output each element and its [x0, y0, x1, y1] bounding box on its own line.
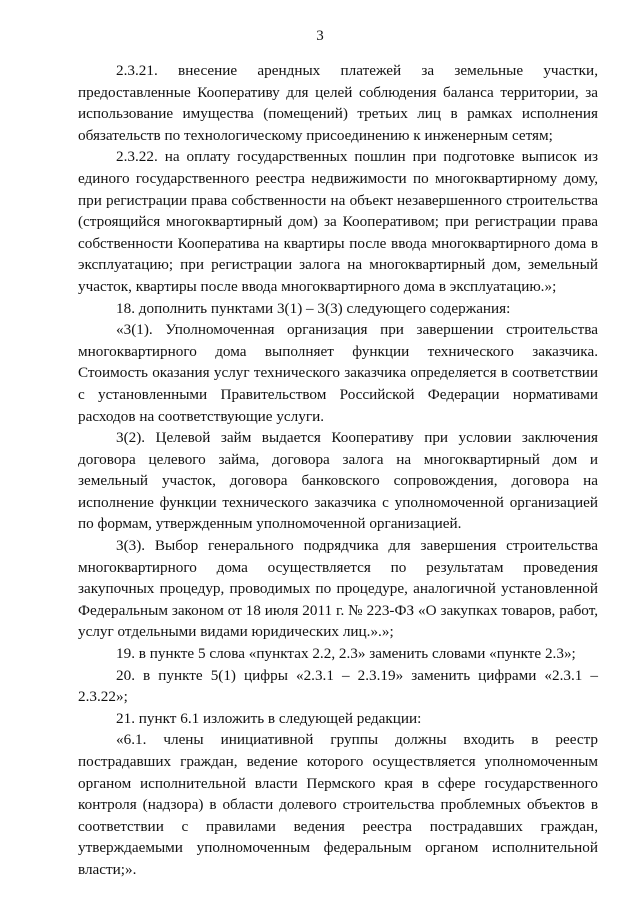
paragraph-3-2: 3(2). Целевой займ выдается Кооперативу при условии заключения договора целевого займа, договора залога на многоквартирный дом и земельный участок, договора банковского сопровождения, договора на исполнение функции технического заказчика с уполномоченной организацией по формам, утвержденным уполномоченной организацией.: [78, 429, 598, 533]
paragraph-2-3-21: 2.3.21. внесение арендных платежей за земельные участки, предоставленные Кооперативу для целей соблюдения баланса территории, за использование имущества (помещений) третьих лиц в рамках исполнения обязательств по технологическому присоединению к инженерным сетям;: [78, 62, 598, 144]
paragraph-item-19: 19. в пункте 5 слова «пунктах 2.2, 2.3» заменить словами «пункте 2.3»;: [116, 645, 576, 663]
page-number: 3: [316, 28, 324, 44]
document-body: [78, 60, 598, 881]
paragraph-6-1: «6.1. члены инициативной группы должны входить в реестр пострадавших граждан, ведение которого осуществляется уполномоченным органом исполнительной власти Пермского края в сфере государственного контроля (надзора) в области долевого строительства проблемных объектов в соответствии с правилами ведения реестра пострадавших граждан, утверждаемыми уполномоченным федеральным органом исполнительной власти;».: [78, 731, 598, 878]
paragraph-item-18: 18. дополнить пунктами 3(1) – 3(3) следующего содержания:: [116, 299, 511, 317]
paragraph-3-3: 3(3). Выбор генерального подрядчика для завершения строительства многоквартирного дома осуществляется по результатам проведения закупочных процедур, проводимых по процедуре, аналогичной установленной Федеральным законом от 18 июля 2011 г. № 223-ФЗ «О закупках товаров, работ, услуг отдельными видами юридических лиц.».»;: [78, 537, 598, 641]
paragraph-2-3-22: 2.3.22. на оплату государственных пошлин при подготовке выписок из единого государственного реестра недвижимости по многоквартирному дому, при регистрации права собственности на объект незавершенного строительства (строящийся многоквартирный дом) за Кооперативом; при регистрации права собственности Кооператива на квартиры после ввода многоквартирного дома в эксплуатацию; при регистрации залога на многоквартирный дом, земельный участок, квартиры после ввода многоквартирного дома в эксплуатацию.»;: [78, 148, 598, 295]
paragraph-item-21: 21. пункт 6.1 изложить в следующей редакции:: [116, 709, 422, 727]
paragraph-3-1: «3(1). Уполномоченная организация при завершении строительства многоквартирного дома выполняет функции технического заказчика. Стоимость оказания услуг технического заказчика определяется в соответствии с установленными Правительством Российской Федерации нормативами расходов на соответствующие услуги.: [78, 321, 598, 425]
paragraph-item-20: 20. в пункте 5(1) цифры «2.3.1 – 2.3.19» заменить цифрами «2.3.1 – 2.3.22»;: [78, 666, 598, 706]
